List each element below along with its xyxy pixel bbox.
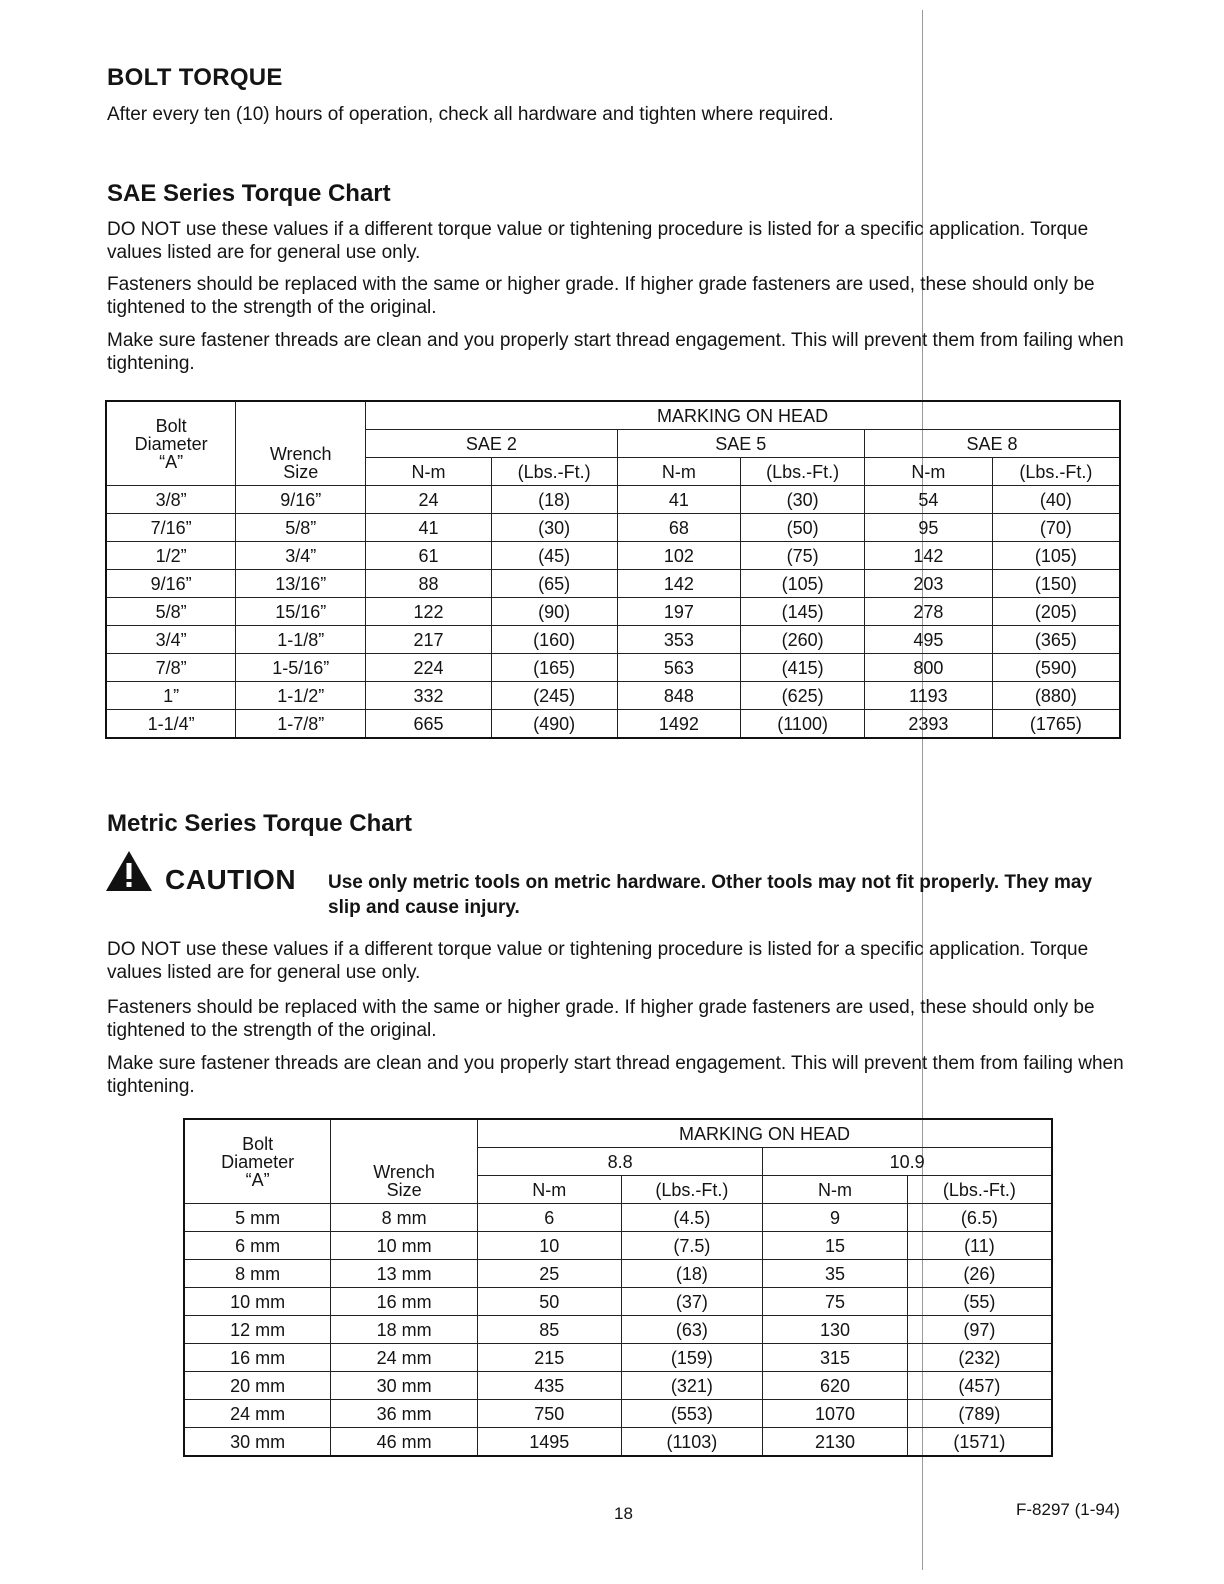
table-cell: (415) bbox=[741, 654, 865, 682]
table-cell: (55) bbox=[907, 1288, 1052, 1316]
table-cell: (90) bbox=[491, 598, 617, 626]
metric-paragraph-3: Make sure fastener threads are clean and you properly start thread engagement. This will prevent them from failing when tightening. bbox=[107, 1053, 1124, 1097]
table-cell: 1-5/16” bbox=[236, 654, 366, 682]
table-cell: (553) bbox=[621, 1400, 763, 1428]
table-row bbox=[184, 1344, 1052, 1372]
table-cell: 5/8” bbox=[236, 514, 366, 542]
table-cell: 750 bbox=[477, 1400, 621, 1428]
table-cell: (37) bbox=[621, 1288, 763, 1316]
table-cell: (30) bbox=[491, 514, 617, 542]
header-grade-sae8: SAE 8 bbox=[865, 430, 1121, 458]
table-cell: 15 bbox=[763, 1232, 908, 1260]
table-row bbox=[106, 542, 1120, 570]
table-cell: (260) bbox=[741, 626, 865, 654]
table-row bbox=[106, 654, 1120, 682]
table-cell: 9/16” bbox=[106, 570, 236, 598]
table-cell: (232) bbox=[907, 1344, 1052, 1372]
table-cell: 800 bbox=[865, 654, 993, 682]
table-cell: 1-1/8” bbox=[236, 626, 366, 654]
table-row bbox=[184, 1260, 1052, 1288]
header-wrench-size: Wrench Size bbox=[331, 1119, 478, 1204]
table-cell: 10 bbox=[477, 1232, 621, 1260]
header-unit-lbs: (Lbs.-Ft.) bbox=[741, 458, 865, 486]
metric-chart-title: Metric Series Torque Chart bbox=[107, 810, 412, 837]
table-cell: 35 bbox=[763, 1260, 908, 1288]
table-cell: 620 bbox=[763, 1372, 908, 1400]
header-unit-lbs: (Lbs.-Ft.) bbox=[491, 458, 617, 486]
table-cell: (11) bbox=[907, 1232, 1052, 1260]
table-cell: 2130 bbox=[763, 1428, 908, 1457]
bolt-torque-title: BOLT TORQUE bbox=[107, 64, 283, 91]
table-cell: 41 bbox=[366, 514, 492, 542]
table-cell: 7/16” bbox=[106, 514, 236, 542]
table-cell: (4.5) bbox=[621, 1204, 763, 1232]
table-cell: 68 bbox=[617, 514, 741, 542]
sae-torque-table bbox=[105, 400, 1121, 739]
table-cell: (18) bbox=[621, 1260, 763, 1288]
table-cell: (245) bbox=[491, 682, 617, 710]
table-cell: 6 mm bbox=[184, 1232, 331, 1260]
table-cell: (490) bbox=[491, 710, 617, 739]
table-cell: 30 mm bbox=[184, 1428, 331, 1457]
table-cell: (880) bbox=[992, 682, 1120, 710]
caution-message: Use only metric tools on metric hardware. Other tools may not fit properly. They may slip and cause injury. bbox=[328, 872, 1093, 918]
header-grade-8-8: 8.8 bbox=[477, 1148, 762, 1176]
table-cell: 13 mm bbox=[331, 1260, 478, 1288]
table-row bbox=[184, 1372, 1052, 1400]
table-cell: (7.5) bbox=[621, 1232, 763, 1260]
table-cell: (365) bbox=[992, 626, 1120, 654]
table-cell: 3/8” bbox=[106, 486, 236, 514]
table-cell: 24 mm bbox=[184, 1400, 331, 1428]
table-cell: 16 mm bbox=[331, 1288, 478, 1316]
table-cell: 25 bbox=[477, 1260, 621, 1288]
table-row bbox=[106, 682, 1120, 710]
table-cell: (40) bbox=[992, 486, 1120, 514]
table-cell: (105) bbox=[992, 542, 1120, 570]
caution-label: CAUTION bbox=[165, 864, 297, 895]
header-unit-lbs: (Lbs.-Ft.) bbox=[621, 1176, 763, 1204]
table-row bbox=[184, 1288, 1052, 1316]
table-cell: (1100) bbox=[741, 710, 865, 739]
header-grade-sae5: SAE 5 bbox=[617, 430, 864, 458]
table-cell: 6 bbox=[477, 1204, 621, 1232]
table-cell: 142 bbox=[617, 570, 741, 598]
sae-paragraph-1: DO NOT use these values if a different torque value or tightening procedure is listed for a specific application. Torque values listed are for general use only. bbox=[107, 219, 1089, 263]
table-cell: 95 bbox=[865, 514, 993, 542]
header-unit-lbs: (Lbs.-Ft.) bbox=[907, 1176, 1052, 1204]
table-cell: (30) bbox=[741, 486, 865, 514]
header-unit-nm: N-m bbox=[617, 458, 741, 486]
table-cell: (45) bbox=[491, 542, 617, 570]
table-row bbox=[184, 1204, 1052, 1232]
header-unit-lbs: (Lbs.-Ft.) bbox=[992, 458, 1120, 486]
table-cell: (205) bbox=[992, 598, 1120, 626]
table-row bbox=[184, 1232, 1052, 1260]
table-cell: (97) bbox=[907, 1316, 1052, 1344]
table-cell: 13/16” bbox=[236, 570, 366, 598]
table-cell: (1103) bbox=[621, 1428, 763, 1457]
table-cell: 3/4” bbox=[236, 542, 366, 570]
table-cell: 848 bbox=[617, 682, 741, 710]
table-cell: 20 mm bbox=[184, 1372, 331, 1400]
table-cell: 665 bbox=[366, 710, 492, 739]
table-cell: 102 bbox=[617, 542, 741, 570]
table-cell: (590) bbox=[992, 654, 1120, 682]
table-cell: (625) bbox=[741, 682, 865, 710]
table-row bbox=[184, 1428, 1052, 1457]
table-cell: 9 bbox=[763, 1204, 908, 1232]
table-cell: 54 bbox=[865, 486, 993, 514]
header-grade-10-9: 10.9 bbox=[763, 1148, 1052, 1176]
header-bolt-diameter: Bolt Diameter “A” bbox=[184, 1119, 331, 1204]
table-cell: (150) bbox=[992, 570, 1120, 598]
table-cell: (70) bbox=[992, 514, 1120, 542]
table-cell: (63) bbox=[621, 1316, 763, 1344]
table-cell: 1193 bbox=[865, 682, 993, 710]
table-cell: (65) bbox=[491, 570, 617, 598]
sae-paragraph-2: Fasteners should be replaced with the same or higher grade. If higher grade fasteners are used, these should only be tightened to the strength of the original. bbox=[107, 274, 1095, 318]
page-number: 18 bbox=[614, 1504, 633, 1523]
table-cell: 1-1/4” bbox=[106, 710, 236, 739]
table-cell: 1070 bbox=[763, 1400, 908, 1428]
table-cell: 16 mm bbox=[184, 1344, 331, 1372]
document-code: F-8297 (1-94) bbox=[1016, 1500, 1120, 1519]
table-cell: 197 bbox=[617, 598, 741, 626]
table-cell: 122 bbox=[366, 598, 492, 626]
table-cell: 8 mm bbox=[184, 1260, 331, 1288]
warning-triangle-icon bbox=[104, 849, 154, 893]
table-cell: 7/8” bbox=[106, 654, 236, 682]
table-row bbox=[184, 1316, 1052, 1344]
table-cell: (18) bbox=[491, 486, 617, 514]
table-cell: 217 bbox=[366, 626, 492, 654]
table-cell: (457) bbox=[907, 1372, 1052, 1400]
table-cell: 24 mm bbox=[331, 1344, 478, 1372]
table-cell: 435 bbox=[477, 1372, 621, 1400]
table-cell: 215 bbox=[477, 1344, 621, 1372]
table-cell: 1495 bbox=[477, 1428, 621, 1457]
table-cell: 203 bbox=[865, 570, 993, 598]
table-cell: (165) bbox=[491, 654, 617, 682]
bolt-torque-intro: After every ten (10) hours of operation, check all hardware and tighten where required. bbox=[107, 104, 834, 125]
table-cell: 85 bbox=[477, 1316, 621, 1344]
table-cell: 278 bbox=[865, 598, 993, 626]
header-marking-on-head: MARKING ON HEAD bbox=[366, 401, 1120, 430]
table-cell: 563 bbox=[617, 654, 741, 682]
header-bolt-diameter: Bolt Diameter “A” bbox=[106, 401, 236, 486]
table-row bbox=[106, 570, 1120, 598]
header-unit-nm: N-m bbox=[477, 1176, 621, 1204]
table-cell: 24 bbox=[366, 486, 492, 514]
table-cell: 495 bbox=[865, 626, 993, 654]
table-cell: 3/4” bbox=[106, 626, 236, 654]
table-cell: 9/16” bbox=[236, 486, 366, 514]
table-cell: (6.5) bbox=[907, 1204, 1052, 1232]
header-grade-sae2: SAE 2 bbox=[366, 430, 617, 458]
table-row bbox=[106, 514, 1120, 542]
table-cell: 61 bbox=[366, 542, 492, 570]
header-unit-nm: N-m bbox=[763, 1176, 908, 1204]
table-cell: 41 bbox=[617, 486, 741, 514]
header-marking-on-head: MARKING ON HEAD bbox=[477, 1119, 1052, 1148]
sae-paragraph-3: Make sure fastener threads are clean and you properly start thread engagement. This will prevent them from failing when tightening. bbox=[107, 330, 1124, 374]
table-cell: (159) bbox=[621, 1344, 763, 1372]
table-cell: 15/16” bbox=[236, 598, 366, 626]
table-cell: 224 bbox=[366, 654, 492, 682]
table-cell: 1492 bbox=[617, 710, 741, 739]
table-cell: 1-7/8” bbox=[236, 710, 366, 739]
table-cell: (50) bbox=[741, 514, 865, 542]
table-cell: (145) bbox=[741, 598, 865, 626]
table-cell: (75) bbox=[741, 542, 865, 570]
metric-torque-table bbox=[183, 1118, 1053, 1457]
table-cell: (321) bbox=[621, 1372, 763, 1400]
header-unit-nm: N-m bbox=[865, 458, 993, 486]
table-row bbox=[106, 486, 1120, 514]
table-cell: 46 mm bbox=[331, 1428, 478, 1457]
table-cell: (160) bbox=[491, 626, 617, 654]
header-wrench-size: Wrench Size bbox=[236, 401, 366, 486]
table-cell: (105) bbox=[741, 570, 865, 598]
header-unit-nm: N-m bbox=[366, 458, 492, 486]
table-row bbox=[106, 598, 1120, 626]
table-cell: (26) bbox=[907, 1260, 1052, 1288]
table-cell: 88 bbox=[366, 570, 492, 598]
table-cell: 5/8” bbox=[106, 598, 236, 626]
table-row bbox=[184, 1400, 1052, 1428]
table-cell: 1-1/2” bbox=[236, 682, 366, 710]
table-cell: 2393 bbox=[865, 710, 993, 739]
table-cell: 8 mm bbox=[331, 1204, 478, 1232]
table-row bbox=[106, 710, 1120, 739]
table-cell: 30 mm bbox=[331, 1372, 478, 1400]
table-cell: 10 mm bbox=[184, 1288, 331, 1316]
table-cell: 5 mm bbox=[184, 1204, 331, 1232]
table-cell: 315 bbox=[763, 1344, 908, 1372]
table-cell: (789) bbox=[907, 1400, 1052, 1428]
metric-paragraph-2: Fasteners should be replaced with the same or higher grade. If higher grade fasteners are used, these should only be tightened to the strength of the original. bbox=[107, 997, 1095, 1041]
table-cell: 130 bbox=[763, 1316, 908, 1344]
table-cell: 36 mm bbox=[331, 1400, 478, 1428]
table-cell: 18 mm bbox=[331, 1316, 478, 1344]
table-cell: 142 bbox=[865, 542, 993, 570]
table-cell: 1” bbox=[106, 682, 236, 710]
table-cell: 12 mm bbox=[184, 1316, 331, 1344]
table-cell: 10 mm bbox=[331, 1232, 478, 1260]
table-cell: 332 bbox=[366, 682, 492, 710]
table-cell: 75 bbox=[763, 1288, 908, 1316]
table-row bbox=[106, 626, 1120, 654]
table-cell: 353 bbox=[617, 626, 741, 654]
table-cell: 50 bbox=[477, 1288, 621, 1316]
metric-paragraph-1: DO NOT use these values if a different torque value or tightening procedure is listed for a specific application. Torque values listed are for general use only. bbox=[107, 939, 1089, 983]
table-cell: (1765) bbox=[992, 710, 1120, 739]
sae-chart-title: SAE Series Torque Chart bbox=[107, 180, 391, 207]
table-cell: 1/2” bbox=[106, 542, 236, 570]
table-cell: (1571) bbox=[907, 1428, 1052, 1457]
